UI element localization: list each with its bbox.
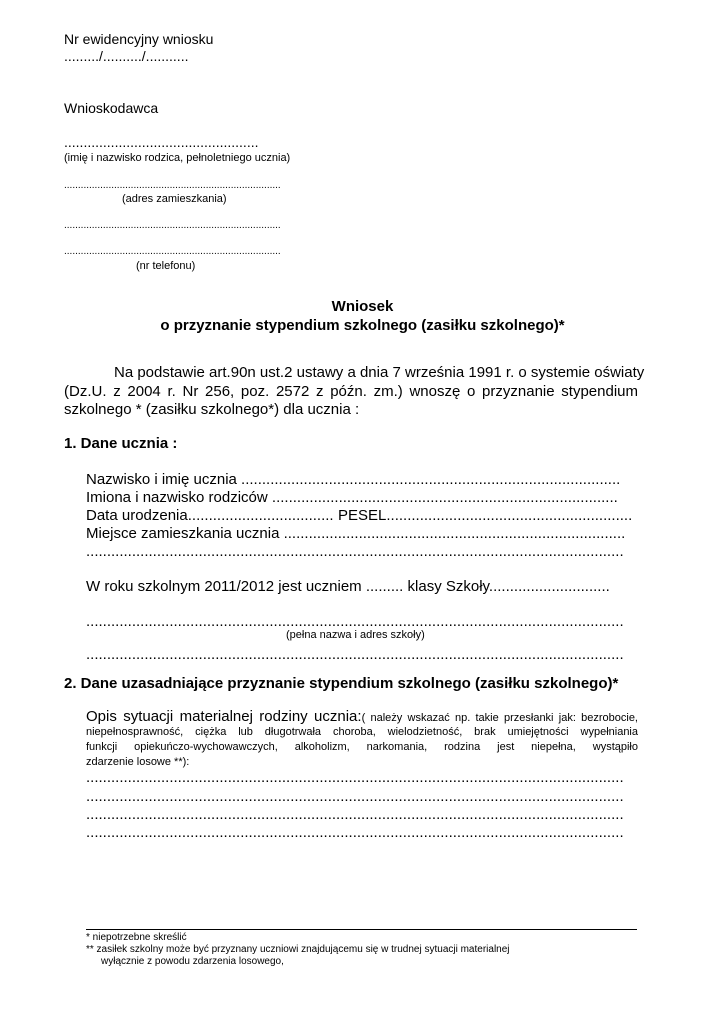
- school-line-1: .................................................................................................................................: [86, 613, 624, 630]
- application-number-label: Nr ewidencyjny wniosku: [64, 31, 214, 47]
- birth-date-field: Data urodzenia...................................: [86, 507, 334, 524]
- document-subtitle: o przyznanie stypendium szkolnego (zasiłku szkolnego)*: [160, 317, 565, 334]
- intro-line-2: (Dz.U. z 2004 r. Nr 256, poz. 2572 z późn. zm.) wnoszę o przyznanie stypendium: [64, 383, 638, 400]
- school-caption: (pełna nazwa i adres szkoły): [286, 629, 425, 641]
- description-line-1: .................................................................................................................................: [86, 769, 624, 786]
- section-1-heading: 1. Dane ucznia :: [64, 435, 178, 452]
- section-2-heading: 2. Dane uzasadniające przyznanie stypendium szkolnego (zasiłku szkolnego)*: [64, 675, 619, 692]
- student-name-field: Nazwisko i imię ucznia ...........................................................................................: [86, 471, 621, 488]
- footnote-2-line-1: ** zasiłek szkolny może być przyznany uczniowi znajdującemu się w trudnej sytuacji materialnej: [86, 944, 510, 955]
- intro-line-3: szkolnego * (zasiłku szkolnego*) dla ucznia :: [64, 401, 360, 418]
- description-line-3: .................................................................................................................................: [86, 806, 624, 823]
- situation-note-1: ( należy wskazać np. takie przesłanki jak: bezrobocie,: [361, 712, 638, 724]
- application-number-value: ........./........../...........: [64, 48, 189, 64]
- footnote-2-line-2: wyłącznie z powodu zdarzenia losowego,: [101, 956, 284, 967]
- address-line-1: ..............................................................................: [64, 180, 281, 191]
- applicant-name-line: ..................................................: [64, 134, 259, 150]
- pesel-field: PESEL...........................................................: [338, 507, 633, 524]
- situation-description-line-1: [86, 708, 638, 726]
- intro-line-1: Na podstawie art.90n ust.2 ustawy a dnia 7 września 1991 r. o systemie oświaty: [114, 364, 645, 381]
- applicant-name-caption: (imię i nazwisko rodzica, pełnoletniego ucznia): [64, 152, 291, 164]
- description-line-2: .................................................................................................................................: [86, 788, 624, 805]
- document-title: Wniosek: [331, 298, 394, 315]
- residence-line-2: .................................................................................................................................: [86, 543, 624, 560]
- footnote-1: * niepotrzebne skreślić: [86, 932, 187, 943]
- applicant-label: Wnioskodawca: [64, 100, 159, 116]
- situation-label: Opis sytuacji materialnej rodziny ucznia:: [86, 708, 362, 725]
- phone-caption: (nr telefonu): [136, 260, 196, 272]
- situation-note-4: zdarzenie losowe **):: [86, 756, 190, 768]
- parents-names-field: Imiona i nazwisko rodziców ...................................................................................: [86, 489, 618, 506]
- situation-note-3: funkcji opiekuńczo-wychowawczych, alkoholizm, narkomania, rodzina jest niepełna, wystąpiło: [86, 741, 638, 753]
- school-line-2: .................................................................................................................................: [86, 646, 624, 663]
- description-line-4: .................................................................................................................................: [86, 824, 624, 841]
- school-year-line: W roku szkolnym 2011/2012 jest uczniem ......... klasy Szkoły.............................: [86, 578, 610, 595]
- footnote-separator: [86, 929, 637, 930]
- situation-note-2: niepełnosprawność, ciężka lub długotrwała choroba, wielodzietność, brak umiejętności wypełniania: [86, 726, 638, 738]
- address-caption: (adres zamieszkania): [122, 193, 227, 205]
- phone-line: ..............................................................................: [64, 246, 281, 257]
- residence-field: Miejsce zamieszkania ucznia ..................................................................................: [86, 525, 626, 542]
- address-line-2: ..............................................................................: [64, 220, 281, 231]
